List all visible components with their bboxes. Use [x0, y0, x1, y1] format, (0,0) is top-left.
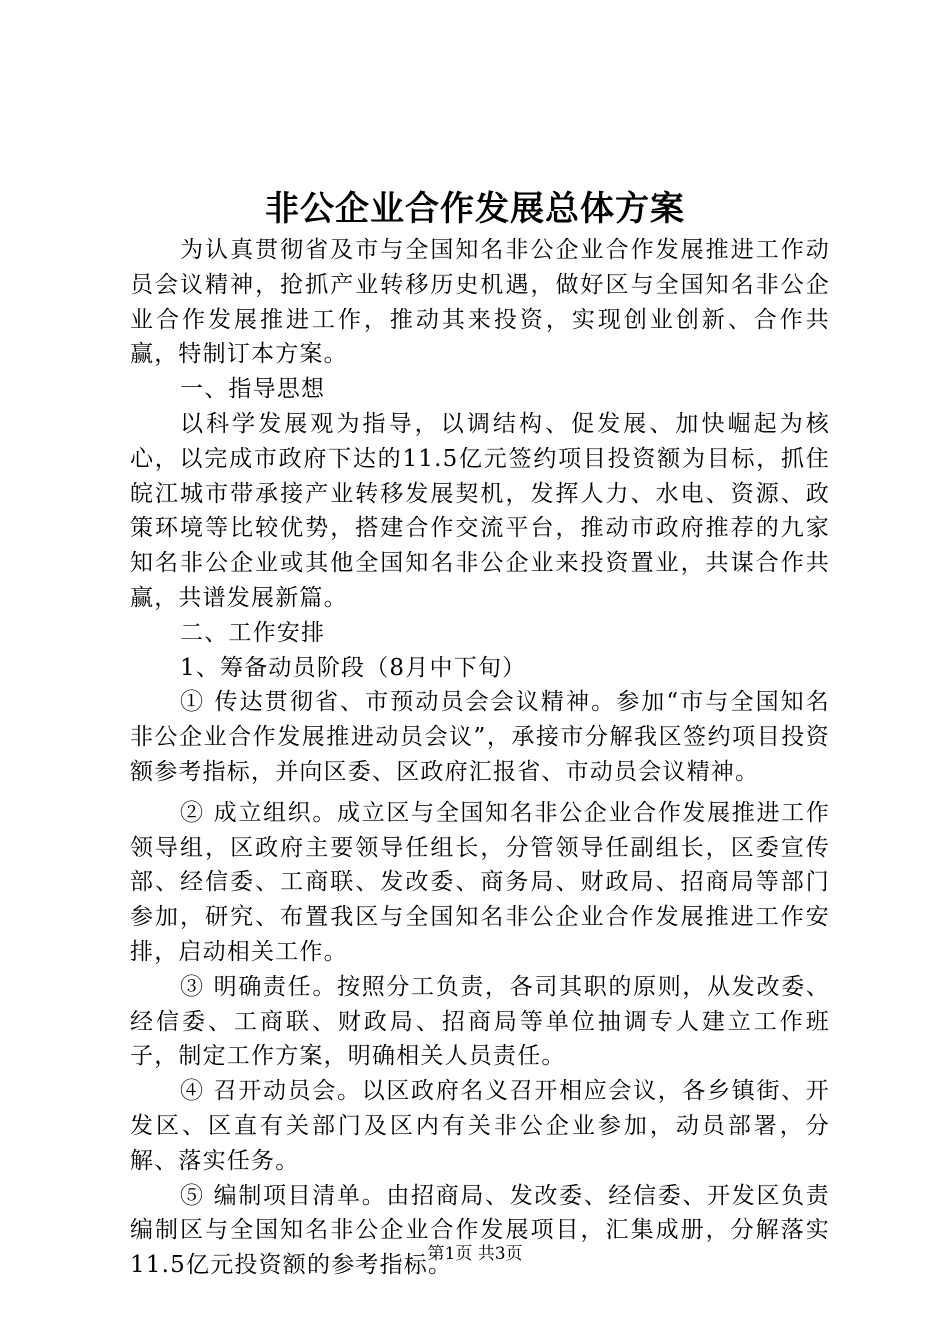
item-2-paragraph: ② 成立组织。成立区与全国知名非公企业合作发展推进工作领导组，区政府主要领导任组长，分管领导任副组长，区委宣传部、经信委、工商联、发改委、商务局、财政局、招商局等部门参加，研究、布置我区与全国知名非公企业合作发展推进工作安排，启动相关工作。: [130, 799, 830, 965]
intro-paragraph: 为认真贯彻省及市与全国知名非公企业合作发展推进工作动员会议精神，抢抓产业转移历史机遇，做好区与全国知名非公企业合作发展推进工作，推动其来投资，实现创业创新、合作共赢，特制订本方案。: [130, 237, 830, 368]
item-3-paragraph: ③ 明确责任。按照分工负责，各司其职的原则，从发改委、经信委、工商联、财政局、招商局等单位抽调专人建立工作班子，制定工作方案，明确相关人员责任。: [130, 973, 830, 1070]
item-5-paragraph: ⑤ 编制项目清单。由招商局、发改委、经信委、开发区负责编制区与全国知名非公企业合作发展项目，汇集成册，分解落实11.5亿元投资额的参考指标。: [130, 1182, 830, 1279]
item-4-paragraph: ④ 召开动员会。以区政府名义召开相应会议，各乡镇街、开发区、区直有关部门及区内有关非公企业参加，动员部署，分解、落实任务。: [130, 1078, 830, 1174]
item-1-paragraph: ① 传达贯彻省、市预动员会会议精神。参加“市与全国知名非公企业合作发展推进动员会议”，承接市分解我区签约项目投资额参考指标，并向区委、区政府汇报省、市动员会议精神。: [130, 689, 830, 785]
document-title: 非公企业合作发展总体方案: [265, 189, 685, 229]
subsection-heading-preparation: 1、筹备动员阶段（8月中下旬）: [180, 654, 527, 681]
page-footer: 第1页 共3页: [427, 1244, 523, 1264]
section-heading-guiding-thought: 一、指导思想: [180, 376, 326, 403]
document-body: [130, 233, 830, 1283]
guiding-thought-paragraph: 以科学发展观为指导，以调结构、促发展、加快崛起为核心，以完成市政府下达的11.5亿元签约项目投资额为目标，抓住皖江城市带承接产业转移发展契机，发挥人力、水电、资源、政策环境等比较优势，搭建合作交流平台，推动市政府推荐的九家知名非公企业或其他全国知名非公企业来投资置业，共谋合作共赢，共谱发展新篇。: [130, 410, 830, 611]
section-heading-work-arrangement: 二、工作安排: [180, 619, 326, 646]
